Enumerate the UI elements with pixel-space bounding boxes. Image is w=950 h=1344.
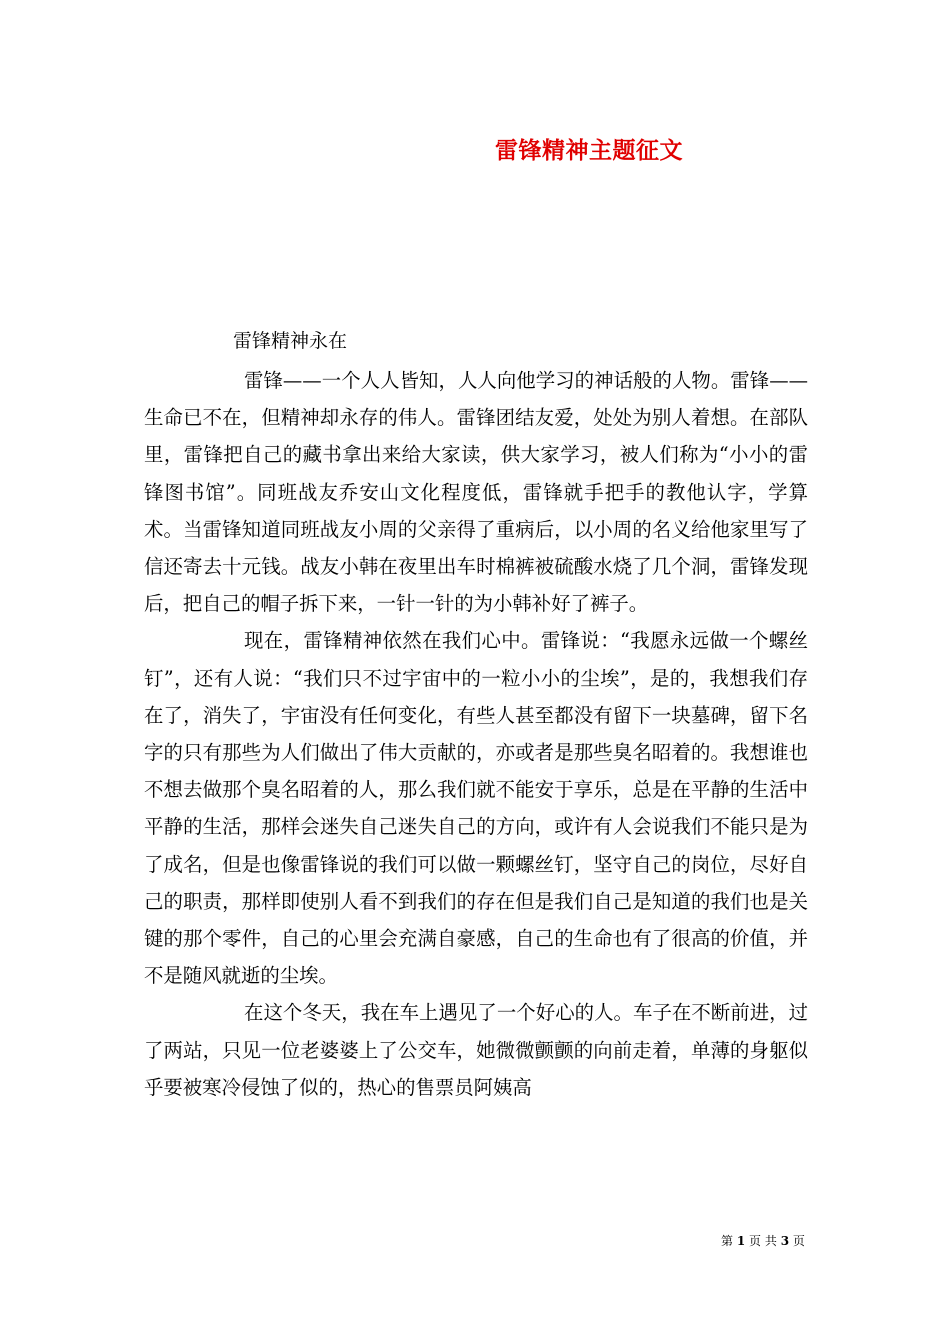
document-body	[144, 362, 808, 1106]
footer-prefix: 第	[721, 1234, 734, 1248]
current-page-number: 1	[736, 1234, 746, 1248]
paragraph: 雷锋——一个人人皆知，人人向他学习的神话般的人物。雷锋——生命已不在，但精神却永存的伟人。雷锋团结友爱，处处为别人着想。在部队里，雷锋把自己的藏书拿出来给大家读，供大家学习，被人们称为“小小的雷锋图书馆”。同班战友乔安山文化程度低，雷锋就手把手的教他认字，学算术。当雷锋知道同班战友小周的父亲得了重病后，以小周的名义给他家里写了信还寄去十元钱。战友小韩在夜里出车时棉裤被硫酸水烧了几个洞，雷锋发现后，把自己的帽子拆下来，一针一针的为小韩补好了裤子。	[144, 369, 808, 616]
paragraph: 在这个冬天，我在车上遇见了一个好心的人。车子在不断前进，过了两站，只见一位老婆婆上了公交车，她微微颤颤的向前走着，单薄的身躯似乎要被寒冷侵蚀了似的，热心的售票员阿姨高	[144, 1001, 808, 1099]
page-footer	[721, 1232, 805, 1249]
paragraph: 现在，雷锋精神依然在我们心中。雷锋说：“我愿永远做一个螺丝钉”，还有人说：“我们只不过宇宙中的一粒小小的尘埃”，是的，我想我们存在了，消失了，宇宙没有任何变化，有些人甚至都没有留下一块墓碑，留下名字的只有那些为人们做出了伟大贡献的，亦或者是那些臭名昭着的。我想谁也不想去做那个臭名昭着的人，那么我们就不能安于享乐，总是在平静的生活中平静的生活，那样会迷失自己迷失自己的方向，或许有人会说我们不能只是为了成名，但是也像雷锋说的我们可以做一颗螺丝钉，坚守自己的岗位，尽好自己的职责，那样即使别人看不到我们的存在但是我们自己是知道的我们也是关键的那个零件，自己的心里会充满自豪感，自己的生命也有了很高的价值，并不是随风就逝的尘埃。	[144, 629, 808, 988]
document-title: 雷锋精神主题征文	[495, 137, 683, 164]
footer-suffix: 页	[792, 1234, 805, 1248]
total-page-number: 3	[780, 1234, 790, 1248]
section-heading: 雷锋精神永在	[233, 330, 348, 352]
footer-middle: 页 共	[749, 1234, 777, 1248]
